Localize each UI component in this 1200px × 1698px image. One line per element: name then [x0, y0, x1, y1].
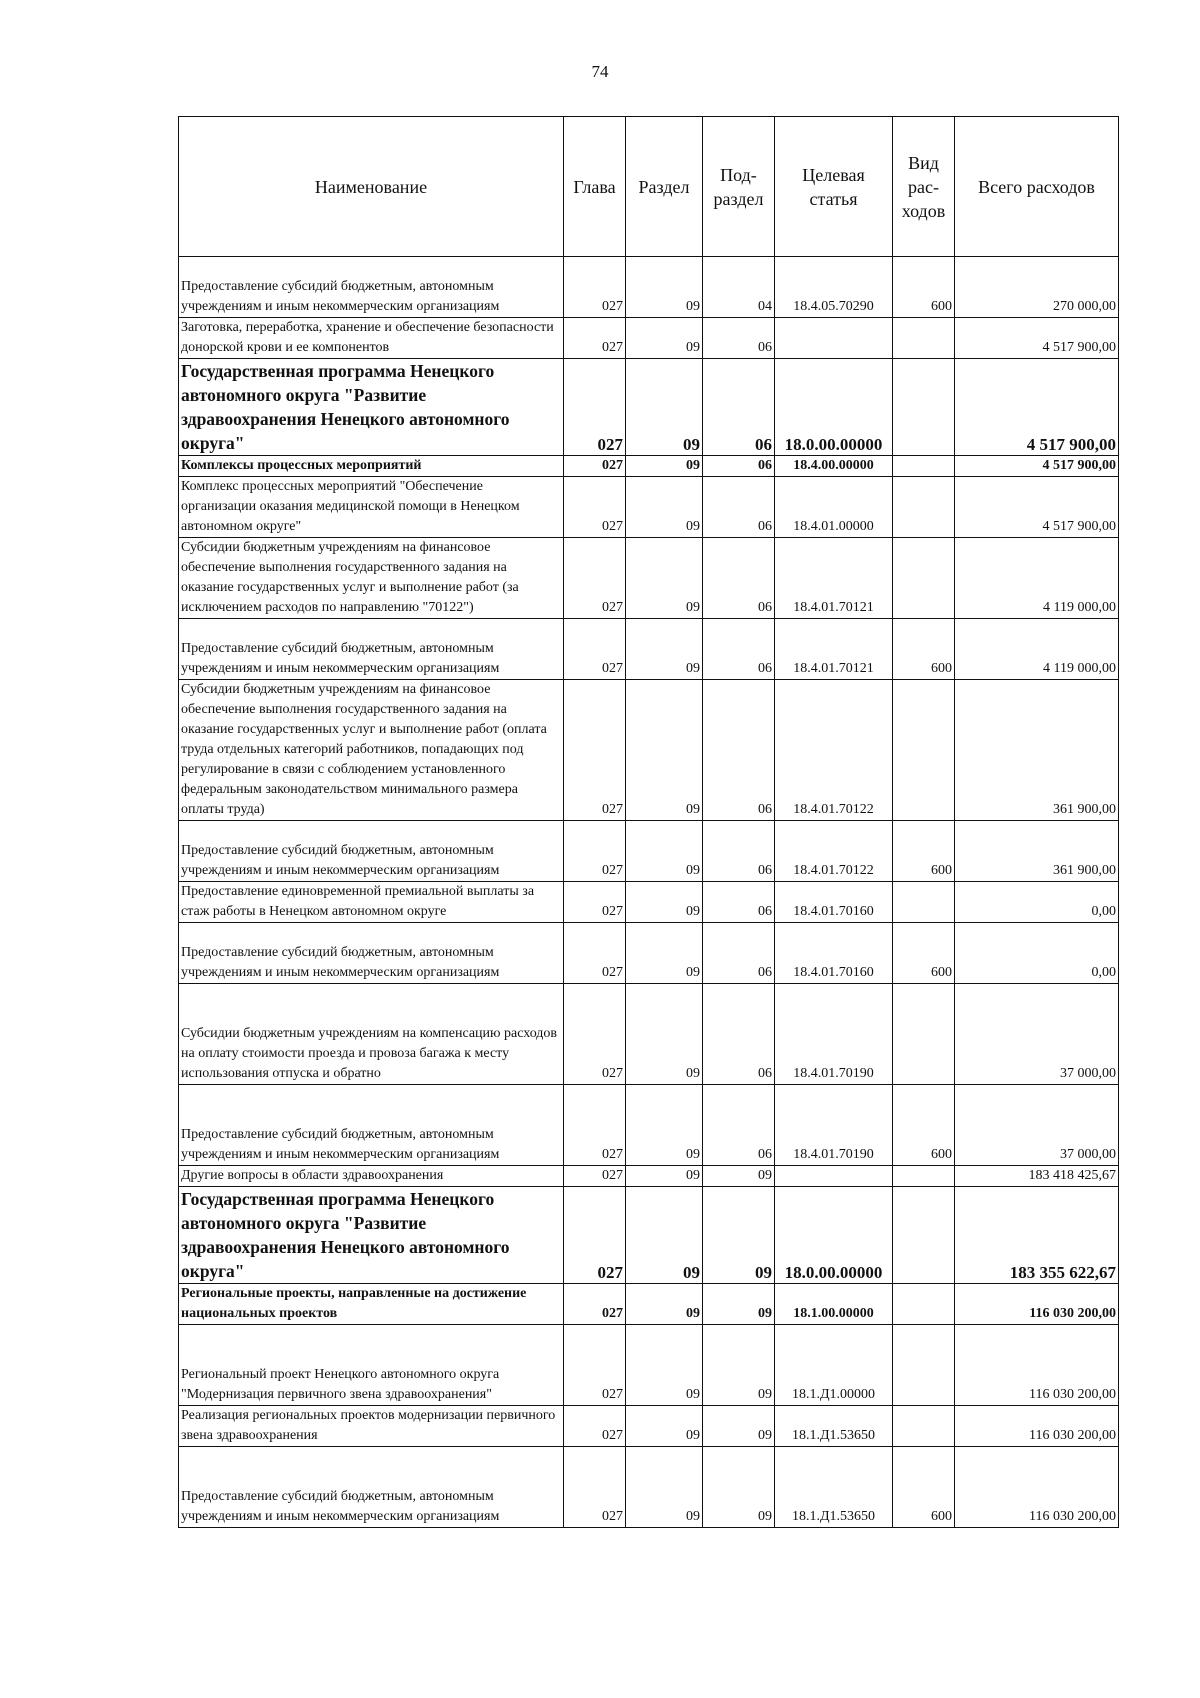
table-row [179, 538, 1119, 619]
cell-expense-type: 600 [893, 619, 955, 680]
cell-chapter: 027 [564, 456, 626, 477]
cell-subsection: 06 [703, 359, 775, 456]
cell-section: 09 [626, 984, 703, 1085]
table-row [179, 1325, 1119, 1406]
table-row [179, 1447, 1119, 1528]
cell-target: 18.0.00.00000 [775, 1187, 893, 1284]
cell-section: 09 [626, 821, 703, 882]
cell-total: 37 000,00 [955, 1085, 1119, 1166]
cell-total: 116 030 200,00 [955, 1447, 1119, 1528]
cell-expense-type: 600 [893, 1085, 955, 1166]
table-row [179, 1187, 1119, 1284]
cell-target: 18.1.Д1.53650 [775, 1447, 893, 1528]
cell-section: 09 [626, 619, 703, 680]
cell-chapter: 027 [564, 538, 626, 619]
table-row [179, 1406, 1119, 1447]
cell-subsection: 06 [703, 821, 775, 882]
cell-section: 09 [626, 680, 703, 821]
cell-subsection: 09 [703, 1187, 775, 1284]
cell-chapter: 027 [564, 477, 626, 538]
cell-name: Региональный проект Ненецкого автономного округа "Модернизация первичного звена здравоохранения" [179, 1325, 564, 1406]
cell-subsection: 09 [703, 1406, 775, 1447]
col-header-expense-type: Вид рас-ходов [893, 117, 955, 257]
cell-expense-type [893, 984, 955, 1085]
cell-target: 18.1.Д1.00000 [775, 1325, 893, 1406]
cell-total: 0,00 [955, 923, 1119, 984]
cell-total: 4 517 900,00 [955, 456, 1119, 477]
cell-chapter: 027 [564, 1166, 626, 1187]
table-row [179, 1085, 1119, 1166]
cell-total: 116 030 200,00 [955, 1284, 1119, 1325]
cell-name: Другие вопросы в области здравоохранения [179, 1166, 564, 1187]
cell-section: 09 [626, 923, 703, 984]
cell-target: 18.0.00.00000 [775, 359, 893, 456]
cell-section: 09 [626, 1187, 703, 1284]
cell-chapter: 027 [564, 1187, 626, 1284]
table-row [179, 1166, 1119, 1187]
col-header-target: Целевая статья [775, 117, 893, 257]
cell-target: 18.4.01.70121 [775, 538, 893, 619]
cell-target: 18.4.05.70290 [775, 257, 893, 318]
cell-name: Комплексы процессных мероприятий [179, 456, 564, 477]
cell-section: 09 [626, 538, 703, 619]
cell-chapter: 027 [564, 1447, 626, 1528]
cell-total: 0,00 [955, 882, 1119, 923]
cell-chapter: 027 [564, 984, 626, 1085]
cell-section: 09 [626, 1166, 703, 1187]
cell-total: 4 119 000,00 [955, 619, 1119, 680]
cell-expense-type [893, 882, 955, 923]
cell-name: Государственная программа Ненецкого автономного округа "Развитие здравоохранения Ненецкого автономного округа" [179, 1187, 564, 1284]
cell-target: 18.4.01.00000 [775, 477, 893, 538]
col-header-total: Всего расходов [955, 117, 1119, 257]
cell-subsection: 06 [703, 984, 775, 1085]
cell-section: 09 [626, 1284, 703, 1325]
cell-subsection: 06 [703, 1085, 775, 1166]
cell-subsection: 06 [703, 619, 775, 680]
cell-chapter: 027 [564, 680, 626, 821]
cell-target: 18.4.01.70160 [775, 882, 893, 923]
table-row [179, 619, 1119, 680]
col-header-section: Раздел [626, 117, 703, 257]
cell-total: 116 030 200,00 [955, 1406, 1119, 1447]
cell-subsection: 06 [703, 882, 775, 923]
table-row [179, 318, 1119, 359]
cell-total: 183 355 622,67 [955, 1187, 1119, 1284]
cell-target: 18.4.00.00000 [775, 456, 893, 477]
cell-target: 18.1.00.00000 [775, 1284, 893, 1325]
cell-section: 09 [626, 318, 703, 359]
cell-chapter: 027 [564, 1284, 626, 1325]
cell-name: Предоставление единовременной премиальной выплаты за стаж работы в Ненецком автономном округе [179, 882, 564, 923]
cell-total: 4 517 900,00 [955, 477, 1119, 538]
cell-name: Государственная программа Ненецкого автономного округа "Развитие здравоохранения Ненецкого автономного округа" [179, 359, 564, 456]
cell-total: 4 517 900,00 [955, 359, 1119, 456]
cell-total: 361 900,00 [955, 680, 1119, 821]
cell-target [775, 318, 893, 359]
cell-section: 09 [626, 1085, 703, 1166]
cell-name: Региональные проекты, направленные на достижение национальных проектов [179, 1284, 564, 1325]
cell-name: Комплекс процессных мероприятий "Обеспечение организации оказания медицинской помощи в Ненецком автономном округе" [179, 477, 564, 538]
cell-name: Заготовка, переработка, хранение и обеспечение безопасности донорской крови и ее компонентов [179, 318, 564, 359]
cell-subsection: 04 [703, 257, 775, 318]
table-row [179, 477, 1119, 538]
table-row [179, 359, 1119, 456]
cell-subsection: 09 [703, 1166, 775, 1187]
cell-section: 09 [626, 477, 703, 538]
cell-subsection: 06 [703, 456, 775, 477]
cell-target: 18.4.01.70190 [775, 1085, 893, 1166]
table-row [179, 821, 1119, 882]
cell-total: 4 517 900,00 [955, 318, 1119, 359]
table-row [179, 882, 1119, 923]
cell-subsection: 06 [703, 318, 775, 359]
cell-total: 270 000,00 [955, 257, 1119, 318]
cell-chapter: 027 [564, 359, 626, 456]
cell-expense-type [893, 680, 955, 821]
cell-expense-type [893, 1325, 955, 1406]
cell-name: Предоставление субсидий бюджетным, автономным учреждениям и иным некоммерческим организациям [179, 619, 564, 680]
cell-expense-type [893, 318, 955, 359]
cell-expense-type [893, 359, 955, 456]
table-row [179, 923, 1119, 984]
cell-target: 18.4.01.70122 [775, 680, 893, 821]
table-row [179, 1284, 1119, 1325]
cell-chapter: 027 [564, 257, 626, 318]
cell-expense-type [893, 1166, 955, 1187]
cell-total: 183 418 425,67 [955, 1166, 1119, 1187]
cell-name: Субсидии бюджетным учреждениям на компенсацию расходов на оплату стоимости проезда и провоза багажа к месту использования отпуска и обратно [179, 984, 564, 1085]
cell-chapter: 027 [564, 318, 626, 359]
table-row [179, 456, 1119, 477]
cell-total: 116 030 200,00 [955, 1325, 1119, 1406]
cell-subsection: 06 [703, 538, 775, 619]
cell-expense-type [893, 538, 955, 619]
cell-subsection: 09 [703, 1325, 775, 1406]
table-row [179, 984, 1119, 1085]
cell-total: 37 000,00 [955, 984, 1119, 1085]
page-number: 74 [591, 62, 609, 81]
cell-name: Предоставление субсидий бюджетным, автономным учреждениям и иным некоммерческим организациям [179, 1447, 564, 1528]
cell-target: 18.4.01.70160 [775, 923, 893, 984]
cell-total: 4 119 000,00 [955, 538, 1119, 619]
cell-total: 361 900,00 [955, 821, 1119, 882]
cell-expense-type: 600 [893, 1447, 955, 1528]
cell-section: 09 [626, 359, 703, 456]
cell-section: 09 [626, 456, 703, 477]
cell-expense-type [893, 1284, 955, 1325]
cell-expense-type [893, 456, 955, 477]
cell-target: 18.4.01.70190 [775, 984, 893, 1085]
cell-expense-type [893, 1187, 955, 1284]
cell-target: 18.4.01.70122 [775, 821, 893, 882]
cell-chapter: 027 [564, 1325, 626, 1406]
cell-name: Субсидии бюджетным учреждениям на финансовое обеспечение выполнения государственного задания на оказание государственных услуг и выполнение работ (оплата труда отдельных категорий работников, попадающих под регулирование в связи с соблюдением установленного федеральным законодательством минимального размера оплаты труда) [179, 680, 564, 821]
cell-section: 09 [626, 882, 703, 923]
col-header-subsection: Под-раздел [703, 117, 775, 257]
table-header-row [179, 117, 1119, 257]
cell-section: 09 [626, 257, 703, 318]
cell-subsection: 09 [703, 1447, 775, 1528]
cell-name: Реализация региональных проектов модернизации первичного звена здравоохранения [179, 1406, 564, 1447]
cell-chapter: 027 [564, 619, 626, 680]
col-header-name: Наименование [179, 117, 564, 257]
cell-chapter: 027 [564, 923, 626, 984]
cell-subsection: 09 [703, 1284, 775, 1325]
col-header-chapter: Глава [564, 117, 626, 257]
cell-chapter: 027 [564, 821, 626, 882]
cell-expense-type: 600 [893, 821, 955, 882]
cell-subsection: 06 [703, 680, 775, 821]
cell-name: Предоставление субсидий бюджетным, автономным учреждениям и иным некоммерческим организациям [179, 821, 564, 882]
cell-subsection: 06 [703, 477, 775, 538]
table-row [179, 257, 1119, 318]
cell-name: Предоставление субсидий бюджетным, автономным учреждениям и иным некоммерческим организациям [179, 257, 564, 318]
cell-section: 09 [626, 1447, 703, 1528]
cell-section: 09 [626, 1325, 703, 1406]
cell-name: Предоставление субсидий бюджетным, автономным учреждениям и иным некоммерческим организациям [179, 1085, 564, 1166]
budget-table [178, 116, 1119, 1528]
cell-subsection: 06 [703, 923, 775, 984]
cell-target: 18.1.Д1.53650 [775, 1406, 893, 1447]
cell-target: 18.4.01.70121 [775, 619, 893, 680]
cell-expense-type [893, 477, 955, 538]
cell-name: Предоставление субсидий бюджетным, автономным учреждениям и иным некоммерческим организациям [179, 923, 564, 984]
cell-section: 09 [626, 1406, 703, 1447]
cell-chapter: 027 [564, 1406, 626, 1447]
cell-target [775, 1166, 893, 1187]
table-row [179, 680, 1119, 821]
cell-expense-type: 600 [893, 923, 955, 984]
cell-expense-type [893, 1406, 955, 1447]
cell-expense-type: 600 [893, 257, 955, 318]
cell-chapter: 027 [564, 882, 626, 923]
cell-name: Субсидии бюджетным учреждениям на финансовое обеспечение выполнения государственного задания на оказание государственных услуг и выполнение работ (за исключением расходов по направлению "70122") [179, 538, 564, 619]
cell-chapter: 027 [564, 1085, 626, 1166]
